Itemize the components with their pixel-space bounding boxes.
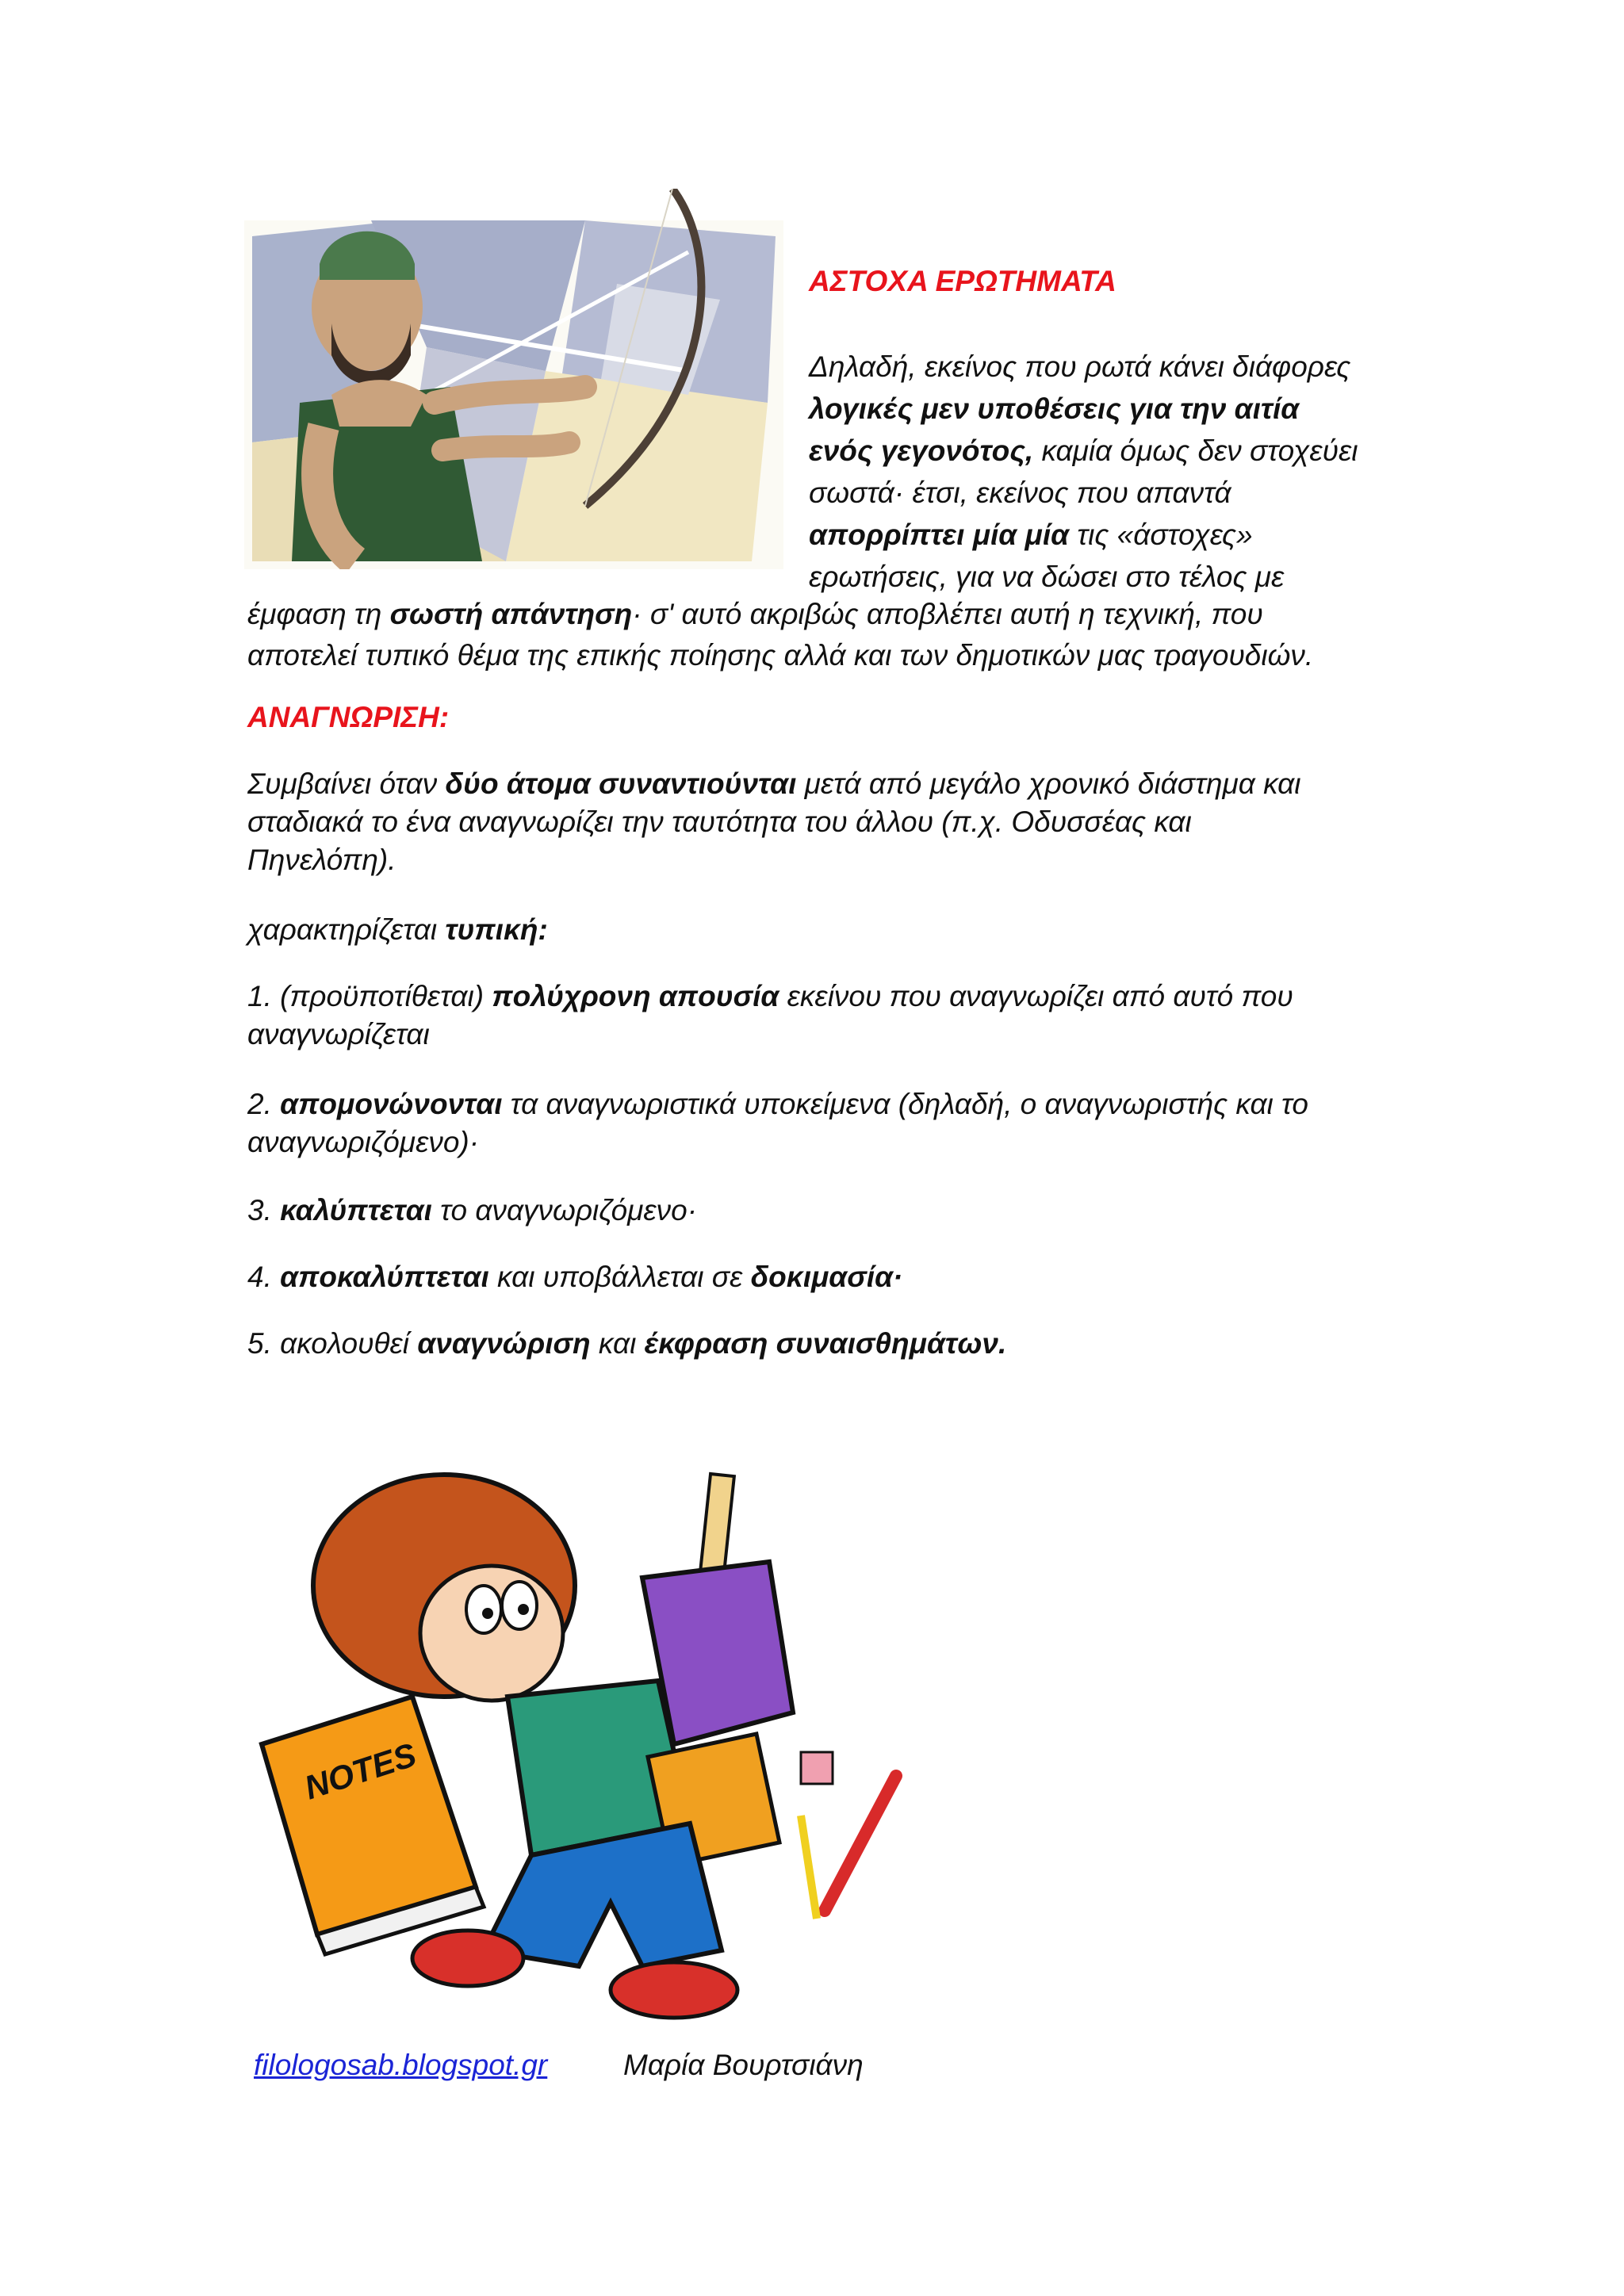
text: τις «άστοχες» — [1069, 519, 1253, 551]
text-line — [247, 806, 1192, 839]
bold-text: έκφραση συναισθημάτων. — [644, 1327, 1007, 1360]
text: · σ' αυτό ακριβώς αποβλέπει αυτή η τεχνική, που — [632, 598, 1263, 630]
text: καμία όμως δεν στοχεύει — [1033, 434, 1358, 467]
text: σταδιακά το ένα αναγνωρίζει την ταυτότητα του άλλου (π.χ. Οδυσσέας και — [247, 806, 1192, 838]
text-line — [247, 598, 1263, 631]
text: 1. (προϋποτίθεται) — [247, 980, 492, 1012]
text-line — [809, 392, 1299, 426]
notes-label: NOTES — [300, 1735, 421, 1807]
bold-text: τυπική: — [445, 913, 548, 946]
notes-notebook-icon — [262, 1697, 484, 1954]
text: ερωτήσεις, για να δώσει στο τέλος με — [809, 561, 1285, 593]
list-item-cont — [247, 1018, 430, 1051]
bold-text: απορρίπτει μία μία — [809, 519, 1070, 551]
text-line — [247, 844, 396, 877]
text: μετά από μεγάλο χρονικό διάστημα και — [796, 767, 1301, 800]
blog-link[interactable]: filologosab.blogspot.gr — [254, 2049, 548, 2081]
bold-text: δύο άτομα συναντιούνται — [445, 767, 797, 800]
text: το αναγνωριζόμενο· — [431, 1194, 698, 1226]
text: 4. — [247, 1261, 281, 1293]
text: αποτελεί τυπικό θέμα της επικής ποίησης αλλά και των δημοτικών μας τραγουδιών. — [247, 639, 1314, 672]
text: και — [590, 1327, 645, 1360]
bold-text: καλύπτεται — [280, 1194, 432, 1226]
text: Συμβαίνει όταν — [247, 767, 446, 800]
archer-illustration — [244, 189, 783, 569]
text: 2. — [247, 1088, 281, 1120]
text-line — [247, 639, 1313, 672]
text-line — [247, 913, 548, 947]
section-title-anagnorisi: ΑΝΑΓΝΩΡΙΣΗ: — [247, 701, 450, 733]
bold-text: ενός γεγονότος, — [809, 434, 1034, 467]
bold-text: αποκαλύπτεται — [280, 1261, 489, 1293]
text: 5. ακολουθεί — [247, 1327, 418, 1360]
section-title-astoxa: ΑΣΤΟΧΑ ΕΡΩΤΗΜΑΤΑ — [809, 265, 1116, 297]
list-item — [247, 1088, 1308, 1121]
text: έμφαση τη — [247, 598, 390, 630]
text: 3. — [247, 1194, 281, 1226]
list-item — [247, 1327, 1006, 1360]
text: τα αναγνωριστικά υποκείμενα (δηλαδή, ο αναγνωριστής και το — [502, 1088, 1308, 1120]
list-item — [247, 1261, 902, 1294]
bold-text: λογικές μεν υποθέσεις για την αιτία — [809, 392, 1300, 425]
list-item — [247, 1194, 697, 1227]
list-item — [247, 980, 1293, 1013]
bold-text: απομονώνονται — [280, 1088, 503, 1120]
text: αναγνωριζόμενο)· — [247, 1126, 480, 1158]
text: αναγνωρίζεται — [247, 1018, 430, 1050]
text: και υποβάλλεται σε — [488, 1261, 751, 1293]
text-line — [809, 519, 1253, 552]
text: εκείνου που αναγνωρίζει από αυτό που — [779, 980, 1293, 1012]
student-illustration — [246, 1443, 904, 2030]
text-line — [809, 561, 1284, 594]
text-line — [809, 476, 1231, 510]
bold-text: δοκιμασία· — [750, 1261, 903, 1293]
bold-text: αναγνώριση — [417, 1327, 591, 1360]
text: Δηλαδή, εκείνος που ρωτά κάνει διάφορες — [809, 350, 1351, 383]
list-item-cont — [247, 1126, 479, 1159]
footer — [254, 2049, 547, 2082]
text-line — [809, 350, 1350, 384]
text: Πηνελόπη). — [247, 844, 396, 876]
bold-text: πολύχρονη απουσία — [492, 980, 779, 1012]
author-name: Μαρία Βουρτσιάνη — [623, 2049, 864, 2081]
text-line — [247, 767, 1301, 801]
bold-text: σωστή απάντηση — [389, 598, 633, 630]
text: σωστά· έτσι, εκείνος που απαντά — [809, 476, 1231, 509]
text-line — [809, 434, 1358, 468]
text: χαρακτηρίζεται — [247, 913, 446, 946]
